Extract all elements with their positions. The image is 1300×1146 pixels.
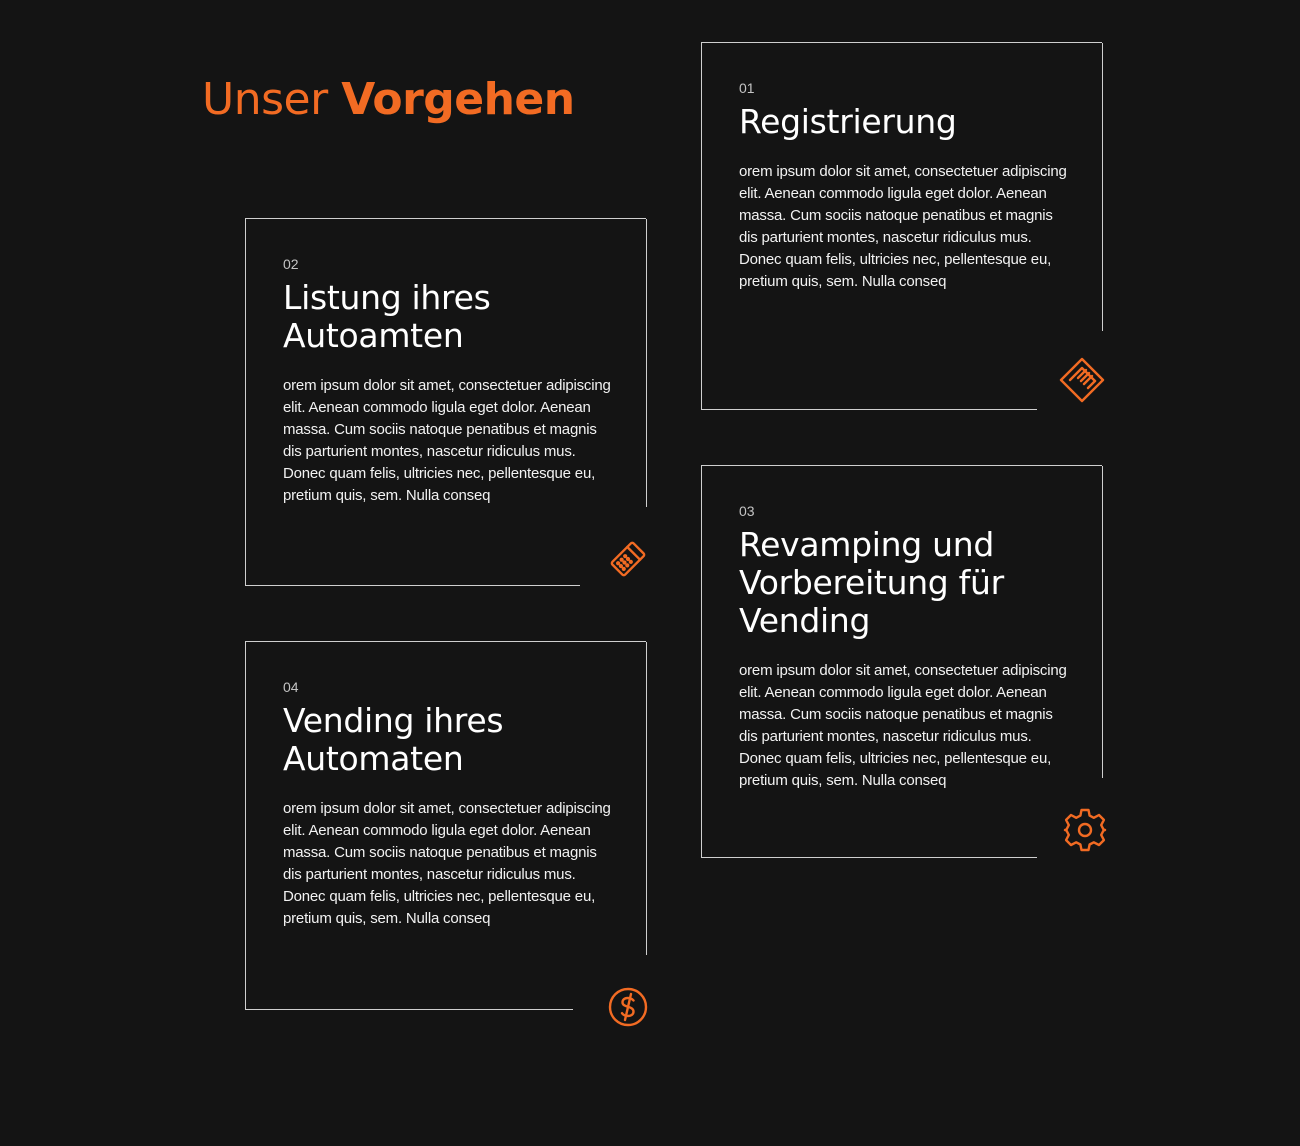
section-heading: [202, 72, 575, 128]
step-card-content: [739, 502, 1069, 792]
document-stack-icon: [1058, 356, 1106, 404]
card-border-right: [646, 219, 647, 507]
step-title: Registrierung: [739, 102, 957, 141]
step-description: orem ipsum dolor sit amet, consectetuer adipiscing elit. Aenean commodo ligula eget dolor. Aenean massa. Cum sociis natoque penatibus et magnis dis parturient montes, nascetur ridiculus mus. Donec quam felis, ultricies nec, pellentesque eu, pretium quis, sem. Nulla conseq: [739, 662, 1067, 789]
section-heading-bold: Vorgehen: [341, 74, 575, 125]
step-number: 03: [739, 503, 755, 519]
step-card-content: [283, 678, 613, 930]
card-border-right: [1102, 43, 1103, 331]
step-card-vending: [245, 641, 646, 1010]
step-card-listung: [245, 218, 646, 586]
dollar-coin-icon: [604, 983, 652, 1031]
step-card-content: [283, 255, 613, 507]
step-description: orem ipsum dolor sit amet, consectetuer adipiscing elit. Aenean commodo ligula eget dolor. Aenean massa. Cum sociis natoque penatibus et magnis dis parturient montes, nascetur ridiculus mus. Donec quam felis, ultricies nec, pellentesque eu, pretium quis, sem. Nulla conseq: [739, 163, 1067, 290]
step-card-registrierung: [701, 42, 1102, 410]
step-description: orem ipsum dolor sit amet, consectetuer adipiscing elit. Aenean commodo ligula eget dolor. Aenean massa. Cum sociis natoque penatibus et magnis dis parturient montes, nascetur ridiculus mus. Donec quam felis, ultricies nec, pellentesque eu, pretium quis, sem. Nulla conseq: [283, 800, 611, 927]
calculator-icon: [604, 535, 652, 583]
step-card-content: [739, 79, 1069, 293]
step-title: Vending ihres Automaten: [283, 701, 504, 778]
step-description: orem ipsum dolor sit amet, consectetuer adipiscing elit. Aenean commodo ligula eget dolor. Aenean massa. Cum sociis natoque penatibus et magnis dis parturient montes, nascetur ridiculus mus. Donec quam felis, ultricies nec, pellentesque eu, pretium quis, sem. Nulla conseq: [283, 377, 611, 504]
step-title: Revamping und Vorbereitung für Vending: [739, 525, 1004, 640]
card-border-bottom: [245, 585, 580, 586]
gear-icon: [1061, 806, 1109, 854]
step-number: 04: [283, 679, 299, 695]
card-border-bottom: [701, 409, 1037, 410]
step-title: Listung ihres Autoamten: [283, 278, 491, 355]
card-border-right: [1102, 466, 1103, 778]
card-border-bottom: [245, 1009, 573, 1010]
card-border-bottom: [701, 857, 1037, 858]
step-number: 01: [739, 80, 755, 96]
card-border-right: [646, 642, 647, 955]
section-heading-light: Unser: [202, 74, 328, 125]
step-card-revamping: [701, 465, 1102, 858]
step-number: 02: [283, 256, 299, 272]
